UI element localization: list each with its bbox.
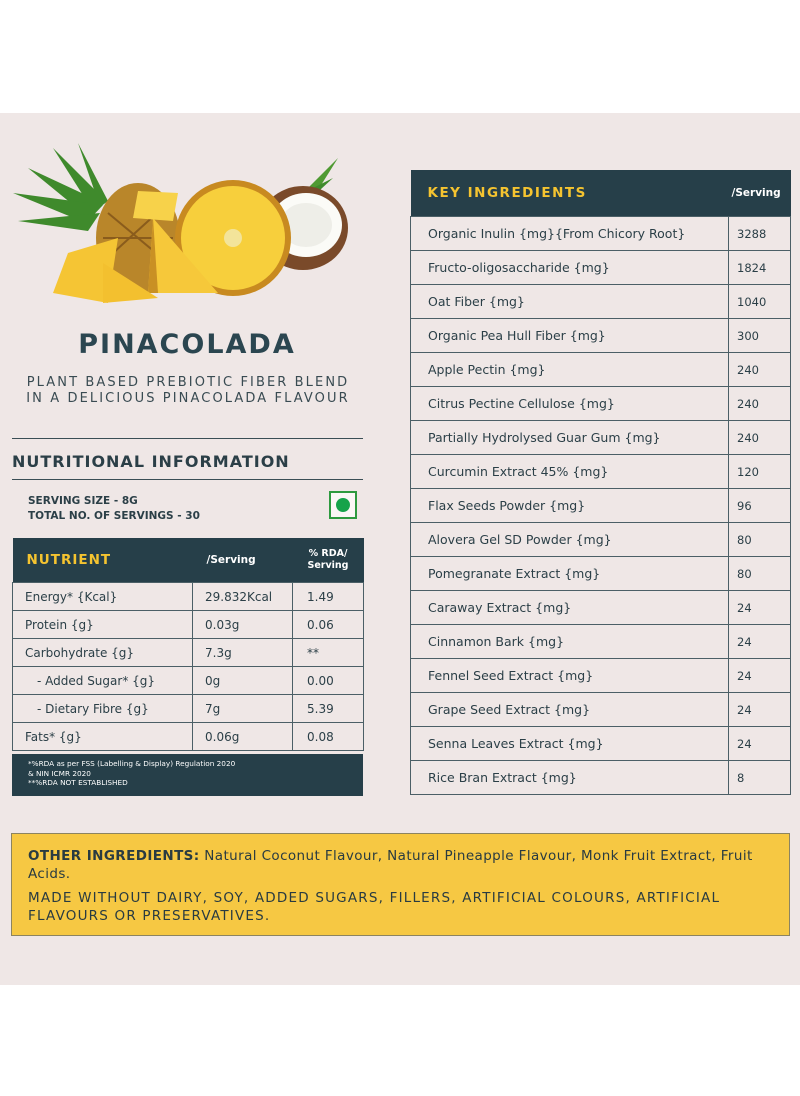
divider <box>12 479 363 480</box>
ingredient-value: 240 <box>729 387 791 421</box>
ingredient-name: Oat Fiber {mg} <box>411 285 729 319</box>
ingredient-name: Pomegranate Extract {mg} <box>411 557 729 591</box>
table-row <box>411 319 791 353</box>
table-row <box>411 251 791 285</box>
nutrient-rda: 0.08 <box>293 723 364 751</box>
nutrient-rda: ** <box>293 639 364 667</box>
table-row <box>411 523 791 557</box>
ingredient-value: 80 <box>729 523 791 557</box>
key-per-serving-header: /Serving <box>729 170 791 217</box>
nutrient-rda: 1.49 <box>293 583 364 611</box>
ingredient-name: Rice Bran Extract {mg} <box>411 761 729 795</box>
ingredient-name: Flax Seeds Powder {mg} <box>411 489 729 523</box>
ingredient-value: 3288 <box>729 217 791 251</box>
ingredient-value: 300 <box>729 319 791 353</box>
ingredient-name: Cinnamon Bark {mg} <box>411 625 729 659</box>
ingredient-name: Apple Pectin {mg} <box>411 353 729 387</box>
other-ingredients-list: Natural Coconut Flavour, Natural Pineapple Flavour, Monk Fruit Extract, Fruit Acids. <box>28 848 753 882</box>
table-row <box>411 217 791 251</box>
ingredient-value: 24 <box>729 625 791 659</box>
ingredient-value: 8 <box>729 761 791 795</box>
table-row <box>411 455 791 489</box>
ingredient-name: Fennel Seed Extract {mg} <box>411 659 729 693</box>
table-row <box>411 727 791 761</box>
nutrient-rda: 5.39 <box>293 695 364 723</box>
other-ingredients-box <box>11 833 790 936</box>
table-row <box>411 761 791 795</box>
nutrient-name: - Dietary Fibre {g} <box>13 695 193 723</box>
serving-size: SERVING SIZE - 8G <box>28 495 138 507</box>
key-ingredients-heading: KEY INGREDIENTS <box>411 170 729 217</box>
nutrient-rda: 0.06 <box>293 611 364 639</box>
ingredient-value: 1040 <box>729 285 791 319</box>
ingredient-name: Organic Inulin {mg}{From Chicory Root} <box>411 217 729 251</box>
table-row <box>13 639 364 667</box>
subtitle-line: IN A DELICIOUS PINACOLADA FLAVOUR <box>26 391 350 406</box>
ingredient-value: 240 <box>729 421 791 455</box>
rda-header <box>293 538 364 583</box>
ingredient-name: Fructo-oligosaccharide {mg} <box>411 251 729 285</box>
divider <box>12 438 363 439</box>
table-row <box>13 695 364 723</box>
ingredient-name: Partially Hydrolysed Guar Gum {mg} <box>411 421 729 455</box>
nutrition-heading: NUTRITIONAL INFORMATION <box>12 452 290 471</box>
ingredient-name: Caraway Extract {mg} <box>411 591 729 625</box>
nutrient-name: Protein {g} <box>13 611 193 639</box>
nutrient-value: 7.3g <box>193 639 293 667</box>
table-row <box>13 667 364 695</box>
nutrition-footnote <box>12 754 363 796</box>
table-row <box>411 557 791 591</box>
rda-header-line: Serving <box>307 560 349 571</box>
nutrient-name: Fats* {g} <box>13 723 193 751</box>
footnote-line: & NIN ICMR 2020 <box>28 768 91 778</box>
product-title: PINACOLADA <box>78 329 296 360</box>
rda-header-line: % RDA/ <box>308 548 348 559</box>
table-row <box>411 591 791 625</box>
ingredient-value: 96 <box>729 489 791 523</box>
nutrition-table <box>12 538 364 751</box>
ingredient-value: 24 <box>729 659 791 693</box>
ingredient-value: 1824 <box>729 251 791 285</box>
table-row <box>411 285 791 319</box>
ingredient-name: Citrus Pectine Cellulose {mg} <box>411 387 729 421</box>
total-servings: TOTAL NO. OF SERVINGS - 30 <box>28 510 200 522</box>
ingredient-value: 120 <box>729 455 791 489</box>
ingredient-name: Organic Pea Hull Fiber {mg} <box>411 319 729 353</box>
serving-info <box>28 494 200 524</box>
key-ingredients-table <box>410 170 791 795</box>
nutrient-name: Energy* {Kcal} <box>13 583 193 611</box>
nutrient-value: 0.06g <box>193 723 293 751</box>
product-subtitle <box>8 375 368 407</box>
pineapple-coconut-image <box>8 143 348 303</box>
table-row <box>13 723 364 751</box>
nutrition-header-row <box>13 538 364 583</box>
table-row <box>411 353 791 387</box>
table-row <box>411 489 791 523</box>
ingredient-name: Senna Leaves Extract {mg} <box>411 727 729 761</box>
made-without-text: MADE WITHOUT DAIRY, SOY, ADDED SUGARS, FILLERS, ARTIFICIAL COLOURS, ARTIFICIAL FLAVOURS OR PRESERVATIVES. <box>28 890 721 924</box>
nutrient-name: Carbohydrate {g} <box>13 639 193 667</box>
table-row <box>411 421 791 455</box>
vegetarian-mark-icon <box>329 491 357 519</box>
nutrient-name: - Added Sugar* {g} <box>13 667 193 695</box>
nutrient-header: NUTRIENT <box>13 538 193 583</box>
key-header-row <box>411 170 791 217</box>
table-row <box>13 611 364 639</box>
table-row <box>411 387 791 421</box>
other-ingredients-text <box>28 847 774 883</box>
nutrient-rda: 0.00 <box>293 667 364 695</box>
footnote-line: **%RDA NOT ESTABLISHED <box>28 778 128 787</box>
nutrient-value: 7g <box>193 695 293 723</box>
ingredient-value: 24 <box>729 693 791 727</box>
subtitle-line: PLANT BASED PREBIOTIC FIBER BLEND <box>26 375 350 390</box>
ingredient-value: 80 <box>729 557 791 591</box>
ingredient-name: Grape Seed Extract {mg} <box>411 693 729 727</box>
per-serving-header: /Serving <box>193 538 293 583</box>
ingredient-value: 240 <box>729 353 791 387</box>
other-ingredients-label: OTHER INGREDIENTS: <box>28 848 200 864</box>
nutrient-value: 0.03g <box>193 611 293 639</box>
ingredient-name: Curcumin Extract 45% {mg} <box>411 455 729 489</box>
ingredient-name: Alovera Gel SD Powder {mg} <box>411 523 729 557</box>
label-panel <box>0 113 800 985</box>
key-ingredients-body <box>411 217 791 795</box>
ingredient-value: 24 <box>729 591 791 625</box>
table-row <box>411 693 791 727</box>
ingredient-value: 24 <box>729 727 791 761</box>
table-row <box>411 659 791 693</box>
nutrient-value: 29.832Kcal <box>193 583 293 611</box>
nutrient-value: 0g <box>193 667 293 695</box>
footnote-line: *%RDA as per FSS (Labelling & Display) Regulation 2020 <box>28 759 236 768</box>
table-row <box>13 583 364 611</box>
table-row <box>411 625 791 659</box>
